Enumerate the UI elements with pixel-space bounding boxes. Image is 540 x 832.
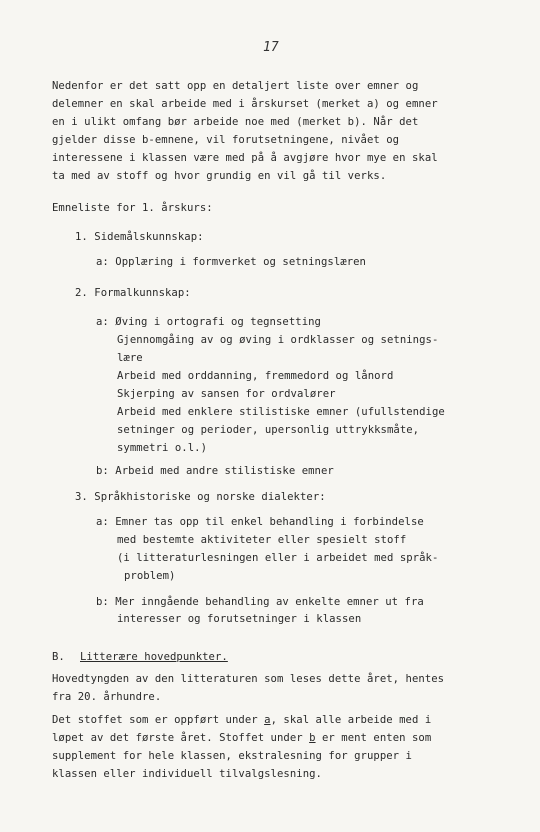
section-2-item-a-line: lære <box>117 352 143 364</box>
section-2-item-a-line: Arbeid med enklere stilistiske emner (ufullstendige <box>117 406 445 418</box>
text-span: Det stoffet som er oppført under <box>52 714 265 726</box>
section-3-title: 3. Språkhistoriske og norske dialekter: <box>75 491 326 503</box>
section-3-item-b-line: interesser og forutsetninger i klassen <box>117 613 362 625</box>
page-number: 17 <box>263 40 279 55</box>
section-3-item-a-line: (i litteraturlesningen eller i arbeidet med språk- <box>117 552 439 564</box>
section-2-item-a-line: Gjennomgåing av og øving i ordklasser og setnings- <box>117 334 439 346</box>
section-b-title: Litterære hovedpunkter. <box>80 651 228 663</box>
section-b-paragraph-line: fra 20. århundre. <box>52 691 162 703</box>
section-b-paragraph-line: klassen eller individuell tilvalgslesning. <box>52 768 322 780</box>
section-2-item-a-line: Skjerping av sansen for ordvalører <box>117 388 336 400</box>
list-heading: Emneliste for 1. årskurs: <box>52 202 213 214</box>
underlined-letter: b <box>309 732 316 744</box>
intro-line: Nedenfor er det satt opp en detaljert liste over emner og <box>52 80 419 92</box>
underlined-letter: a <box>264 714 271 726</box>
section-3-item-a-line: problem) <box>124 570 176 582</box>
text-span: , skal alle arbeide med i <box>270 714 432 726</box>
section-2-item-a-line: Arbeid med orddanning, fremmedord og lånord <box>117 370 394 382</box>
section-3-item-b-line: b: Mer inngående behandling av enkelte emner ut fra <box>96 596 424 608</box>
intro-line: ta med av stoff og hvor grundig en vil gå til verks. <box>52 170 387 182</box>
section-b-paragraph-line: Hovedtyngden av den litteraturen som leses dette året, hentes <box>52 673 445 685</box>
section-b-paragraph-line <box>52 731 431 745</box>
section-3-item-a-line: a: Emner tas opp til enkel behandling i forbindelse <box>96 516 424 528</box>
section-b-paragraph-line: supplement for hele klassen, ekstralesning for grupper i <box>52 750 412 762</box>
section-2-item-a-line: a: Øving i ortografi og tegnsetting <box>96 316 321 328</box>
intro-line: en i ulikt omfang bør arbeide noe med (merket b). Når det <box>52 116 419 128</box>
section-b-paragraph-line <box>52 713 431 727</box>
text-span: er ment enten som <box>315 732 432 744</box>
intro-line: gjelder disse b-emnene, vil forutsetningene, nivået og <box>52 134 400 146</box>
section-2-title: 2. Formalkunnskap: <box>75 287 191 299</box>
section-2-item-a-line: symmetri o.l.) <box>117 442 207 454</box>
section-3-item-a-line: med bestemte aktiviteter eller spesielt stoff <box>117 534 407 546</box>
text-span: løpet av det første året. Stoffet under <box>52 732 310 744</box>
section-1-title: 1. Sidemålskunnskap: <box>75 231 204 243</box>
section-b-letter: B. <box>52 651 65 663</box>
intro-line: interessene i klassen være med på å avgjøre hvor mye en skal <box>52 152 438 164</box>
section-2-item-a-line: setninger og perioder, upersonlig uttrykksmåte, <box>117 424 420 436</box>
section-1-item-a: a: Opplæring i formverket og setningslæren <box>96 256 366 268</box>
intro-line: delemner en skal arbeide med i årskurset (merket a) og emner <box>52 98 438 110</box>
section-2-item-b: b: Arbeid med andre stilistiske emner <box>96 465 334 477</box>
